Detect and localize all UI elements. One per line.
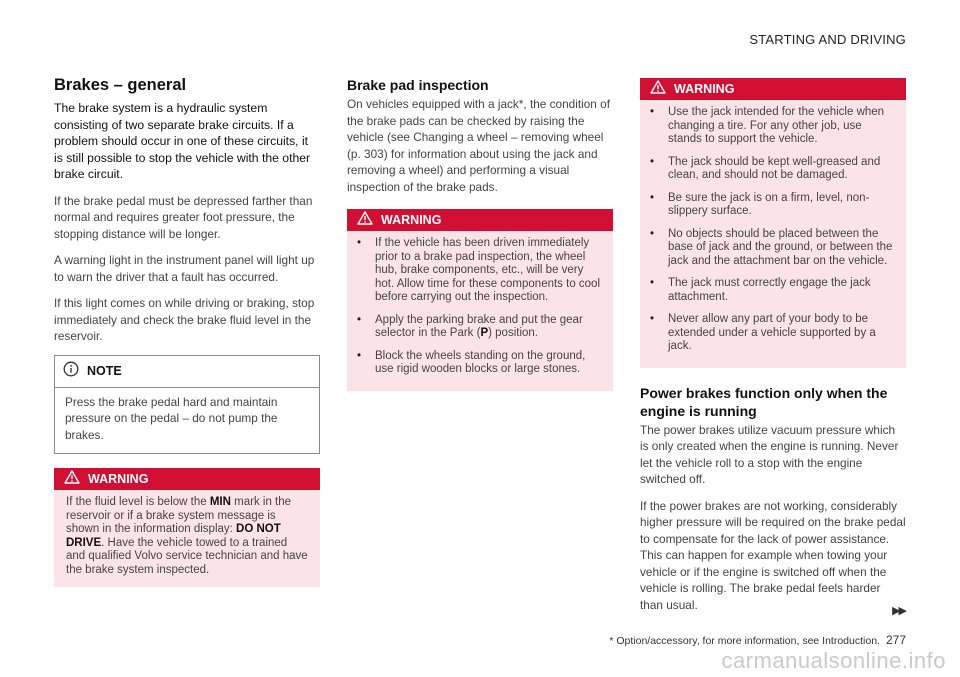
footnote: * Option/accessory, for more information, see Introduction. [609, 635, 880, 647]
warning-triangle-icon [650, 80, 666, 99]
warning-text-fluid [54, 490, 320, 587]
warning-header [347, 209, 613, 231]
warning-text-part: If the fluid level is below the [66, 496, 210, 508]
list-item: • Use the jack intended for the vehicle when changing a tire. For any other job, use stands to support the vehicle. [644, 106, 894, 147]
heading-power-brakes: Power brakes function only when the engine is running [640, 384, 888, 419]
list-item: • No objects should be placed between the base of jack and the ground, or between the jack and the attachment bar on the vehicle. [644, 228, 894, 269]
column-brakes-general [54, 76, 320, 587]
warning-list [644, 106, 894, 354]
list-item-text: Apply the parking brake and put the gear selector in the Park ( [375, 313, 583, 339]
paragraph-power-assist: If the power brakes are not working, considerably higher pressure will be required on the brake pedal to compensate for the lack of power assistance. This can happen for example when towing your vehicle or if the engine is switched off when the vehicle is rolling. The brake pedal feels harder than usual. [640, 498, 906, 612]
note-box [54, 355, 320, 455]
list-item: • Never allow any part of your body to be extended under a vehicle supported by a jack. [644, 313, 894, 354]
paragraph-pedal: If the brake pedal must be depressed farther than normal and requires greater foot pressure, the stopping distance will be longer. [54, 193, 313, 241]
warning-list [351, 237, 601, 377]
lead-paragraph: The brake system is a hydraulic system consisting of two separate brake circuits. If a problem should occur in one of these circuits, it is still possible to stop the vehicle with the other brake circuit. [54, 101, 311, 181]
note-header [55, 356, 319, 388]
list-item [351, 314, 601, 341]
list-item: • Be sure the jack is on a firm, level, non-slippery surface. [644, 192, 894, 219]
list-item: • The jack must correctly engage the jack attachment. [644, 277, 894, 304]
warning-triangle-icon [357, 211, 373, 230]
paragraph-warning-light: A warning light in the instrument panel will light up to warn the driver that a fault has occurred. [54, 253, 315, 284]
page-number: 277 [885, 633, 906, 647]
page-footer [609, 633, 906, 647]
list-item: • The jack should be kept well-greased and clean, and should not be damaged. [644, 156, 894, 183]
continue-arrows-icon: ▶▶ [892, 605, 905, 617]
warning-title: WARNING [88, 472, 149, 486]
warning-triangle-icon [64, 470, 80, 489]
warning-header [640, 78, 906, 100]
gear-park-letter: P [480, 327, 489, 339]
warning-title: WARNING [674, 82, 735, 96]
heading-brakes-general: Brakes – general [54, 76, 187, 94]
list-item-text: ) position. [488, 327, 538, 339]
paragraph-check-fluid: If this light comes on while driving or braking, stop immediately and check the brake fluid level in the reservoir. [54, 296, 315, 343]
warning-text-part: . Have the vehicle towed to a trained and qualified Volvo service technician and have the brake system inspected. [66, 536, 308, 576]
warning-bold-do-not-drive: DO NOT DRIVE [66, 523, 281, 549]
list-item: • Block the wheels standing on the ground, use rigid wooden blocks or large stones. [351, 350, 601, 377]
paragraph-pad-inspection: On vehicles equipped with a jack*, the condition of the brake pads can be checked by raising the vehicle (see Changing a wheel – removing wheel (p. 303) for information about using the jack and removing a wheel) and performing a visual inspection of the brake pads. [347, 97, 610, 194]
warning-box-pads [347, 209, 613, 391]
warning-bold-min: MIN [209, 496, 231, 508]
warning-header [54, 468, 320, 490]
heading-brake-pad-inspection: Brake pad inspection [347, 77, 489, 93]
warning-text-part: mark in the reservoir or if a brake system message is shown in the information display: [66, 496, 292, 535]
list-item: • If the vehicle has been driven immediately prior to a brake pad inspection, the wheel hub, brake components, etc., will be very hot. Allow time for these components to cool before carrying out the inspection. [351, 237, 601, 305]
info-circle-icon [63, 361, 79, 382]
section-header: STARTING AND DRIVING [749, 32, 906, 47]
column-jack-and-power-brakes [640, 76, 906, 623]
note-text: Press the brake pedal hard and maintain pressure on the pedal – do not pump the brakes. [65, 394, 278, 442]
warning-title: WARNING [381, 213, 442, 227]
warning-box-fluid [54, 468, 320, 587]
note-title: NOTE [87, 364, 122, 378]
paragraph-vacuum: The power brakes utilize vacuum pressure which is only created when the engine is running. Never let the vehicle roll to a stop with the engine switched off. [640, 422, 899, 486]
column-brake-pad-inspection [347, 76, 613, 391]
warning-body-pads [347, 231, 613, 391]
warning-body-jack [640, 100, 906, 368]
watermark: carmanualsonline.info [721, 648, 946, 673]
warning-box-jack [640, 78, 906, 368]
